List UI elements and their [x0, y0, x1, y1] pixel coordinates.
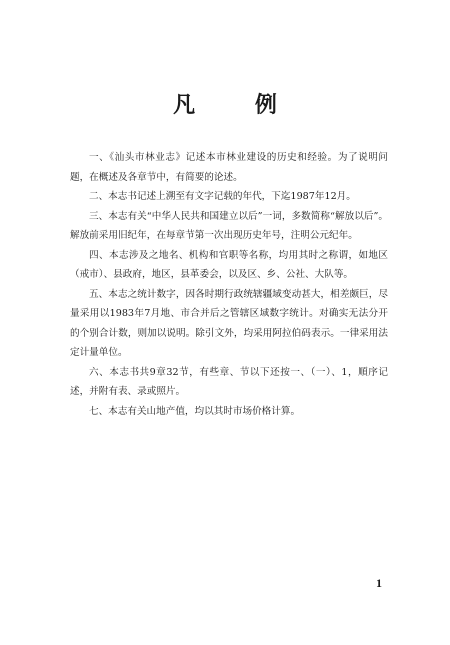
usage-notes-body	[70, 148, 388, 421]
note-paragraph-7: 七、本志有关山地产值，均以其时市场价格计算。	[89, 405, 301, 417]
note-paragraph-5: 五、本志之统计数字，因各时期行政统辖疆域变动甚大，相差颇巨，尽量采用以1983年7月地、市合并后之管辖区域数字统计。对确实无法分开的个别合计数，则加以说明。除引文外，均采用阿拉伯码表示。一律采用法定计量单位。	[70, 288, 388, 358]
note-paragraph-4: 四、本志涉及之地名、机构和官职等名称，均用其时之称谓，如地区（戒市）、县政府，地区，县革委会，以及区、乡、公社、大队等。	[70, 249, 388, 280]
note-paragraph-2: 二、本志书记述上溯至有文字记载的年代，下迄1987年12月。	[89, 191, 356, 202]
page-title: 凡 例	[173, 93, 303, 118]
note-paragraph-6: 六、本志书共9章32节，有些章、节以下还按一、（一）、1，順序记述，并附有表、录或照片。	[70, 366, 388, 397]
page-number: 1	[376, 576, 382, 590]
note-paragraph-3: 三、本志有关“中华人民共和国建立以后”一词，多数简称“解放以后”。解放前采用旧纪年，在每章节第一次出现历史年号，注明公元纪年。	[70, 210, 388, 241]
note-paragraph-1: 一、《汕头市林业志》记述本市林业建设的历史和经验。为了说明问题，在概述及各章节中，有简要的论述。	[70, 152, 388, 183]
